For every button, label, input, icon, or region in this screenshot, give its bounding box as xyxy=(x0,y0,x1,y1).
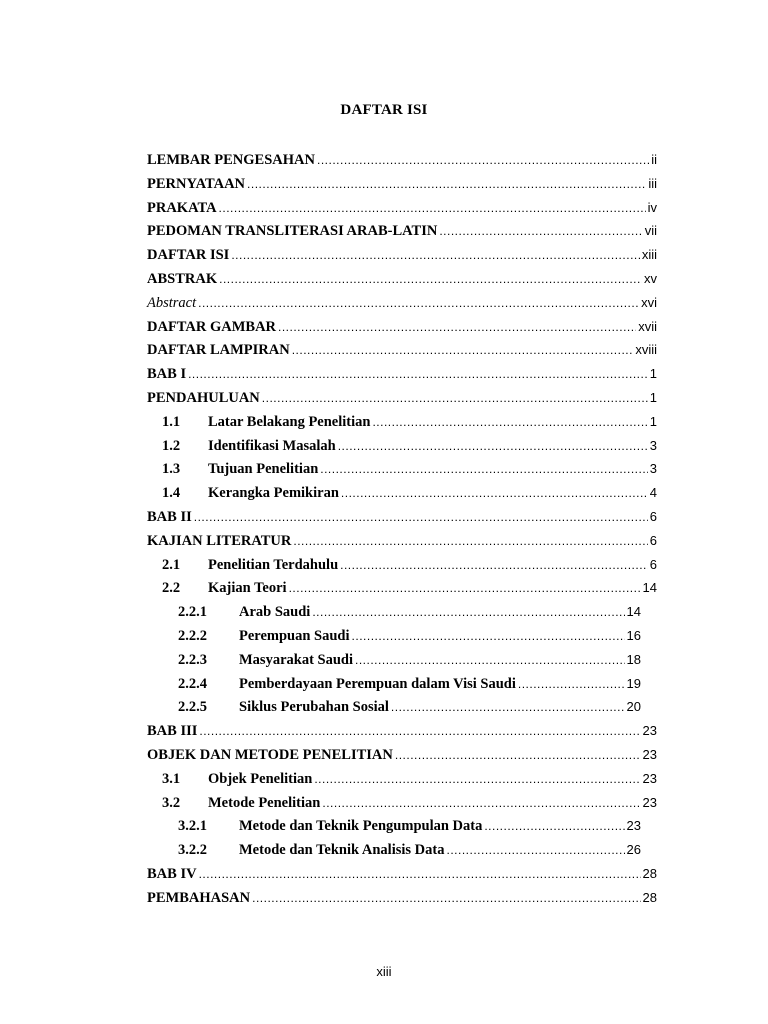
toc-entry[interactable] xyxy=(0,743,657,767)
toc-entry-number: 2.2.4 xyxy=(178,675,207,692)
table-of-contents xyxy=(0,148,768,910)
toc-dot-leader xyxy=(355,649,625,673)
toc-entry-label: LEMBAR PENGESAHAN xyxy=(147,152,315,168)
toc-entry-page: 23 xyxy=(626,818,641,834)
toc-entry-number: 1.3 xyxy=(162,461,181,478)
toc-entry-number: 3.2.1 xyxy=(178,818,207,835)
toc-entry[interactable] xyxy=(0,315,657,339)
toc-entry[interactable] xyxy=(0,434,657,458)
toc-dot-leader xyxy=(219,197,646,221)
toc-entry[interactable] xyxy=(0,172,657,196)
toc-entry-page: 16 xyxy=(626,627,641,643)
toc-entry[interactable] xyxy=(0,362,657,386)
footer-page-number: xiii xyxy=(376,964,392,979)
toc-entry-page: xvi xyxy=(641,294,657,310)
toc-entry-page: 26 xyxy=(626,842,641,858)
toc-entry[interactable] xyxy=(0,553,657,577)
toc-entry[interactable] xyxy=(0,648,641,672)
toc-entry[interactable] xyxy=(0,719,657,743)
toc-entry-number: 3.2.2 xyxy=(178,842,207,859)
toc-dot-leader xyxy=(278,316,636,340)
toc-entry[interactable] xyxy=(0,767,657,791)
toc-dot-leader xyxy=(317,149,649,173)
toc-entry-label: Identifikasi Masalah xyxy=(208,437,336,454)
toc-entry-label: DAFTAR GAMBAR xyxy=(147,318,277,335)
toc-entry-label: Abstract xyxy=(147,294,197,311)
toc-entry-page: 6 xyxy=(649,532,657,548)
toc-entry[interactable] xyxy=(0,338,657,362)
toc-dot-leader xyxy=(314,768,640,792)
toc-entry-number: 1.4 xyxy=(162,485,181,502)
toc-dot-leader xyxy=(338,435,648,459)
toc-entry[interactable] xyxy=(0,505,657,529)
page-title: DAFTAR ISI xyxy=(340,102,428,118)
toc-dot-leader xyxy=(289,577,641,601)
toc-dot-leader xyxy=(446,839,624,863)
toc-entry-page: 4 xyxy=(649,485,657,501)
toc-entry-page: ii xyxy=(651,152,657,167)
toc-entry[interactable] xyxy=(0,576,657,600)
toc-dot-leader xyxy=(341,482,648,506)
toc-entry-page: 1 xyxy=(649,413,657,429)
toc-dot-leader xyxy=(231,244,640,268)
toc-entry-page: 19 xyxy=(626,675,641,691)
toc-entry-page: 1 xyxy=(649,366,657,382)
toc-entry[interactable] xyxy=(0,814,641,838)
toc-entry[interactable] xyxy=(0,267,657,291)
toc-entry[interactable] xyxy=(0,457,657,481)
toc-entry-page: iii xyxy=(648,175,657,191)
toc-dot-leader xyxy=(198,292,639,316)
toc-entry[interactable] xyxy=(0,410,657,434)
toc-entry-label: DAFTAR ISI xyxy=(147,247,230,264)
toc-entry[interactable] xyxy=(0,672,641,696)
toc-entry-number: 2.2.5 xyxy=(178,699,207,716)
toc-entry-label: BAB IV xyxy=(147,865,197,882)
toc-dot-leader xyxy=(372,411,647,435)
toc-entry-page: iv xyxy=(647,199,657,215)
toc-entry-page: xiii xyxy=(641,247,657,263)
toc-entry-label: Metode dan Teknik Analisis Data xyxy=(239,842,445,859)
toc-entry[interactable] xyxy=(0,791,657,815)
toc-entry[interactable] xyxy=(0,838,641,862)
toc-entry-page: 28 xyxy=(642,889,657,905)
toc-entry-label: PRAKATA xyxy=(147,199,217,216)
toc-entry-label: BAB II xyxy=(147,508,192,525)
toc-entry-label: Tujuan Penelitian xyxy=(208,461,319,478)
toc-dot-leader xyxy=(518,673,625,697)
toc-dot-leader xyxy=(262,387,648,411)
toc-entry-number: 3.2 xyxy=(162,794,181,811)
toc-entry-label: KAJIAN LITERATUR xyxy=(147,532,292,549)
toc-entry-page: xvii xyxy=(638,318,657,334)
toc-entry-label: Siklus Perubahan Sosial xyxy=(239,699,389,716)
toc-dot-leader xyxy=(439,220,642,244)
toc-entry-label: BAB III xyxy=(147,723,198,740)
toc-entry-label: Masyarakat Saudi xyxy=(239,651,354,668)
toc-entry[interactable] xyxy=(0,219,657,243)
toc-dot-leader xyxy=(194,506,648,530)
toc-dot-leader xyxy=(391,696,625,720)
toc-entry-page: 3 xyxy=(649,461,657,477)
toc-entry-page: 6 xyxy=(649,508,657,524)
toc-entry-page: vii xyxy=(644,223,657,239)
toc-entry-page: 3 xyxy=(649,437,657,453)
toc-entry-page: xviii xyxy=(635,342,657,358)
toc-entry[interactable] xyxy=(0,624,641,648)
toc-entry-label: Penelitian Terdahulu xyxy=(208,556,339,573)
toc-dot-leader xyxy=(199,720,640,744)
toc-dot-leader xyxy=(322,792,640,816)
toc-dot-leader xyxy=(293,530,647,554)
toc-entry-page: 23 xyxy=(642,723,657,739)
toc-entry-label: Arab Saudi xyxy=(239,604,311,621)
toc-dot-leader xyxy=(252,887,640,911)
toc-entry-page: 14 xyxy=(626,604,641,620)
toc-entry[interactable] xyxy=(0,862,657,886)
toc-entry-page: 1 xyxy=(649,389,657,405)
toc-entry-label: Objek Penelitian xyxy=(208,770,313,787)
toc-dot-leader xyxy=(320,458,648,482)
toc-entry-label: DAFTAR LAMPIRAN xyxy=(147,342,290,359)
toc-entry[interactable] xyxy=(0,600,641,624)
toc-entry-label: Perempuan Saudi xyxy=(239,627,350,644)
toc-entry-label: ABSTRAK xyxy=(147,270,218,287)
toc-entry-page: 23 xyxy=(642,770,657,786)
toc-entry-page: 28 xyxy=(642,865,657,881)
toc-entry-number: 3.1 xyxy=(162,770,181,787)
toc-entry-page: xv xyxy=(644,270,657,286)
toc-entry-number: 1.1 xyxy=(162,413,181,430)
toc-entry-number: 2.1 xyxy=(162,556,181,573)
toc-entry-number: 1.2 xyxy=(162,437,181,454)
toc-entry-label: Metode dan Teknik Pengumpulan Data xyxy=(239,818,483,835)
toc-entry[interactable] xyxy=(0,886,657,910)
toc-entry-label: PERNYATAAN xyxy=(147,175,246,192)
toc-entry[interactable] xyxy=(0,291,657,315)
toc-entry-label: OBJEK DAN METODE PENELITIAN xyxy=(147,746,393,763)
toc-dot-leader xyxy=(188,363,648,387)
toc-dot-leader xyxy=(312,601,624,625)
toc-entry-page: 18 xyxy=(626,651,641,667)
toc-dot-leader xyxy=(340,554,648,578)
toc-entry-label: BAB I xyxy=(147,366,187,383)
toc-entry-page: 6 xyxy=(649,556,657,572)
toc-entry-label: Kerangka Pemikiran xyxy=(208,485,339,502)
toc-dot-leader xyxy=(292,339,634,363)
toc-entry-label: PEDOMAN TRANSLITERASI ARAB-LATIN xyxy=(147,223,438,240)
toc-entry-number: 2.2.2 xyxy=(178,627,207,644)
toc-entry[interactable] xyxy=(0,196,657,220)
toc-dot-leader xyxy=(352,625,625,649)
toc-entry-page: 23 xyxy=(642,794,657,810)
toc-entry-label: PENDAHULUAN xyxy=(147,389,260,406)
toc-dot-leader xyxy=(395,744,641,768)
toc-entry-page: 20 xyxy=(626,699,641,715)
toc-entry[interactable] xyxy=(0,529,657,553)
toc-entry[interactable] xyxy=(0,695,641,719)
toc-entry[interactable] xyxy=(0,386,657,410)
toc-entry-label: Metode Penelitian xyxy=(208,794,321,811)
toc-entry-number: 2.2 xyxy=(162,580,181,597)
toc-entry-label: Latar Belakang Penelitian xyxy=(208,413,371,430)
toc-dot-leader xyxy=(247,173,646,197)
toc-entry[interactable] xyxy=(0,148,657,172)
toc-entry-label: Kajian Teori xyxy=(208,580,287,597)
toc-entry-label: PEMBAHASAN xyxy=(147,889,251,906)
toc-entry-page: 14 xyxy=(642,580,657,596)
toc-entry-page: 23 xyxy=(642,746,657,762)
toc-dot-leader xyxy=(484,815,624,839)
toc-entry-label: Pemberdayaan Perempuan dalam Visi Saudi xyxy=(239,675,516,692)
toc-entry-number: 2.2.3 xyxy=(178,651,207,668)
toc-dot-leader xyxy=(219,268,642,292)
toc-entry-number: 2.2.1 xyxy=(178,604,207,621)
toc-entry[interactable] xyxy=(0,481,657,505)
toc-dot-leader xyxy=(199,863,641,887)
toc-entry[interactable] xyxy=(0,243,657,267)
